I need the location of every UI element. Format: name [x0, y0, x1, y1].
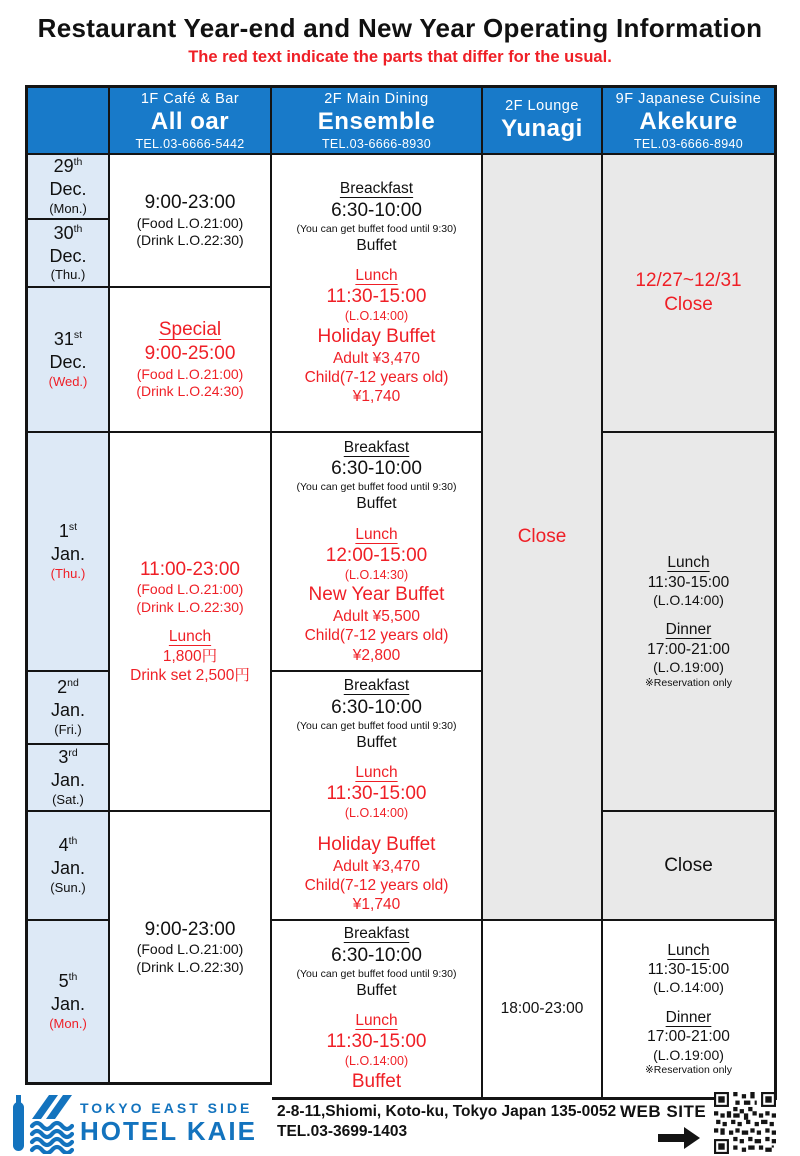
cell-line: 6:30-10:00: [331, 199, 422, 221]
cell-line: Child(7-12 years old): [304, 876, 449, 894]
date-cell-jan2: [25, 672, 110, 745]
date-month: Jan.: [50, 994, 86, 1015]
date-day: 31st: [53, 329, 83, 350]
cell-line: Lunch: [168, 628, 212, 646]
cell-line: Holiday Buffet: [317, 325, 436, 347]
alloar-cell-dec31: [110, 288, 272, 433]
cell-line: (L.O.19:00): [653, 1046, 724, 1063]
date-cell-dec31: [25, 288, 110, 433]
cell-line: 1,800円: [162, 647, 218, 665]
ensemble-cell-jan1: [272, 433, 483, 672]
cell-line: Lunch: [355, 1012, 398, 1030]
cell-line: (L.O.14:00): [344, 309, 409, 324]
alloar-header-cell: [110, 85, 272, 155]
schedule-table: [25, 85, 777, 1100]
date-month: Dec.: [49, 245, 87, 266]
cell-line: Lunch: [355, 764, 398, 781]
cell-line: 9:00-23:00: [144, 918, 236, 940]
cell-line: 9:00-25:00: [144, 343, 236, 364]
arrow-right-icon: [658, 1126, 700, 1150]
cell-line: Close: [664, 854, 713, 876]
cell-line: (Food L.O.21:00): [136, 941, 244, 958]
cell-line: (L.O.14:00): [344, 806, 409, 821]
date-day: 30th: [53, 222, 83, 243]
page-subtitle: The red text indicate the parts that differ for the usual.: [188, 48, 612, 66]
date-cell-dec30: [25, 220, 110, 288]
cell-line: (L.O.14:00): [653, 979, 724, 996]
venue-name: Ensemble: [317, 107, 436, 135]
cell-line: ※Reservation only: [644, 1064, 732, 1077]
cell-line: 11:00-23:00: [139, 558, 240, 580]
date-month: Jan.: [50, 544, 86, 565]
cell-line: Holiday Buffet: [317, 833, 436, 855]
cell-line: ¥1,740: [352, 896, 401, 914]
date-cell-jan3: [25, 745, 110, 812]
cell-line: ¥1,740: [352, 388, 401, 406]
cell-line: 12/27~12/31: [635, 270, 742, 292]
cell-line: Child(7-12 years old): [304, 627, 449, 645]
date-weekday: (Thu.): [50, 565, 86, 581]
cell-line: ※Reservation only: [644, 676, 732, 689]
date-weekday: (Sun.): [50, 879, 86, 895]
cell-line: (You can get buffet food until 9:30): [296, 967, 457, 980]
venue-name: Akekure: [639, 107, 738, 135]
cell-line: (L.O.14:00): [344, 1054, 409, 1069]
date-month: Jan.: [50, 700, 86, 721]
cell-line: Close: [517, 526, 567, 548]
hotel-logo-text: [80, 1100, 257, 1147]
akekure-cell-jan1-3: [603, 433, 777, 812]
cell-line: Buffet: [356, 495, 397, 513]
hotel-logo-icon: [8, 1092, 74, 1154]
cell-line: Adult ¥3,470: [332, 857, 421, 875]
cell-line: (L.O.14:00): [653, 591, 724, 608]
cell-line: Drink set 2,500円: [130, 667, 250, 685]
cell-line: ¥2,800: [352, 646, 401, 664]
yunagi-header-cell: [483, 85, 603, 155]
date-day: 1st: [58, 521, 78, 542]
column-yunagi: [483, 85, 603, 1100]
cell-line: 6:30-10:00: [331, 696, 422, 718]
cell-line: 12:00-15:00: [325, 544, 428, 566]
date-day: 3rd: [58, 747, 78, 768]
address-block: [277, 1102, 616, 1142]
cell-line: (L.O.19:00): [653, 659, 724, 676]
cell-line: 9:00-23:00: [144, 192, 236, 214]
date-cell-jan1: [25, 433, 110, 672]
cell-line: (You can get buffet food until 9:30): [296, 719, 457, 732]
tel-line: TEL.03-3699-1403: [277, 1123, 408, 1141]
cell-line: (Food L.O.21:00): [136, 365, 244, 382]
cell-line: 17:00-21:00: [647, 640, 730, 658]
akekure-cell-dec29-31: [603, 155, 777, 433]
akekure-header-cell: [603, 85, 777, 155]
footer: [0, 1088, 800, 1156]
cell-line: Buffet: [351, 1070, 402, 1092]
date-weekday: (Wed.): [48, 373, 88, 389]
cell-line: 11:30-15:00: [326, 783, 427, 805]
cell-line: 18:00-23:00: [500, 1000, 584, 1018]
cell-line: (You can get buffet food until 9:30): [296, 481, 457, 493]
cell-line: Lunch: [667, 941, 710, 959]
cell-line: (Food L.O.21:00): [136, 581, 244, 598]
cell-line: Special: [158, 319, 222, 341]
column-alloar: [110, 85, 272, 1085]
cell-line: Dinner: [665, 1008, 712, 1026]
cell-line: Buffet: [356, 733, 397, 751]
venue-name: All oar: [150, 107, 230, 135]
venue-floor: 2F Lounge: [505, 97, 579, 114]
cell-line: Breackfast: [339, 180, 414, 198]
cell-line: Child(7-12 years old): [304, 368, 449, 386]
alloar-cell-jan4-5: [110, 812, 272, 1085]
dates-header-cell: [25, 85, 110, 155]
logo-line2: HOTEL KAIE: [80, 1115, 257, 1146]
cell-line: (Drink L.O.22:30): [136, 958, 244, 975]
ensemble-cell-dec29-31: [272, 155, 483, 433]
cell-line: New Year Buffet: [308, 584, 445, 606]
venue-floor: 9F Japanese Cuisine: [615, 90, 762, 107]
cell-line: Buffet: [356, 236, 397, 254]
page-title: Restaurant Year-end and New Year Operating Information: [37, 13, 763, 43]
yunagi-cell-close: [483, 155, 603, 921]
cell-line: 6:30-10:00: [331, 944, 422, 966]
cell-line: 17:00-21:00: [647, 1028, 730, 1046]
cell-line: 11:30-15:00: [326, 286, 427, 308]
cell-line: (L.O.14:30): [344, 567, 409, 582]
cell-line: Adult ¥3,470: [332, 349, 421, 367]
cell-line: 11:30-15:00: [326, 1031, 427, 1053]
cell-line: Lunch: [667, 554, 710, 572]
cell-line: Breakfast: [343, 438, 410, 456]
venue-tel: TEL.03-6666-5442: [135, 136, 245, 151]
ensemble-cell-jan2-4: [272, 672, 483, 921]
venue-floor: 1F Café & Bar: [140, 90, 240, 107]
cell-line: (Drink L.O.24:30): [136, 383, 244, 400]
yunagi-cell-jan5: [483, 921, 603, 1100]
date-cell-dec29: [25, 155, 110, 220]
alloar-cell-dec29-30: [110, 155, 272, 288]
date-weekday: (Mon.): [49, 200, 87, 216]
date-weekday: (Mon.): [49, 1015, 87, 1031]
cell-line: Dinner: [665, 621, 712, 639]
date-weekday: (Sat.): [52, 791, 84, 807]
date-cell-jan5: [25, 921, 110, 1085]
column-ensemble: [272, 85, 483, 1100]
date-day: 5th: [58, 971, 78, 992]
column-dates: [25, 85, 110, 1085]
hotel-logo: [8, 1092, 257, 1154]
date-month: Dec.: [49, 179, 87, 200]
cell-line: Breakfast: [343, 925, 410, 943]
venue-tel: TEL.03-6666-8930: [321, 136, 432, 151]
date-month: Jan.: [50, 858, 86, 879]
date-month: Dec.: [49, 352, 87, 373]
address-line: 2-8-11,Shiomi, Koto-ku, Tokyo Japan 135-0052: [277, 1103, 617, 1120]
cell-line: Close: [664, 294, 713, 315]
date-cell-jan4: [25, 812, 110, 921]
cell-line: (Drink L.O.22:30): [136, 232, 244, 249]
alloar-cell-jan1-3: [110, 433, 272, 812]
cell-line: 11:30-15:00: [647, 961, 730, 979]
cell-line: Buffet: [356, 981, 397, 999]
cell-line: Adult ¥5,500: [332, 608, 421, 625]
date-day: 4th: [58, 835, 78, 856]
venue-name: Yunagi: [501, 114, 583, 142]
venue-floor: 2F Main Dining: [324, 90, 429, 107]
venue-tel: TEL.03-6666-8940: [633, 136, 744, 151]
cell-line: Lunch: [355, 525, 398, 543]
cell-line: Lunch: [355, 267, 398, 284]
date-weekday: (Thu.): [50, 267, 86, 283]
ensemble-header-cell: [272, 85, 483, 155]
qr-code: [714, 1092, 776, 1154]
cell-line: (Food L.O.21:00): [136, 214, 244, 231]
akekure-cell-jan4: [603, 812, 777, 921]
column-akekure: [603, 85, 777, 1100]
logo-line1: TOKYO EAST SIDE: [80, 1099, 253, 1116]
date-month: Jan.: [50, 770, 86, 791]
cell-line: 11:30-15:00: [647, 573, 730, 591]
cell-line: Breakfast: [343, 677, 410, 695]
akekure-cell-jan5: [603, 921, 777, 1100]
date-weekday: (Fri.): [54, 721, 82, 737]
date-day: 2nd: [57, 677, 79, 698]
ensemble-cell-jan5: [272, 921, 483, 1100]
website-label: WEB SITE: [620, 1102, 707, 1121]
date-day: 29th: [53, 156, 83, 177]
cell-line: (Drink L.O.22:30): [136, 598, 244, 615]
cell-line: 6:30-10:00: [331, 458, 422, 480]
cell-line: (You can get buffet food until 9:30): [296, 222, 457, 235]
